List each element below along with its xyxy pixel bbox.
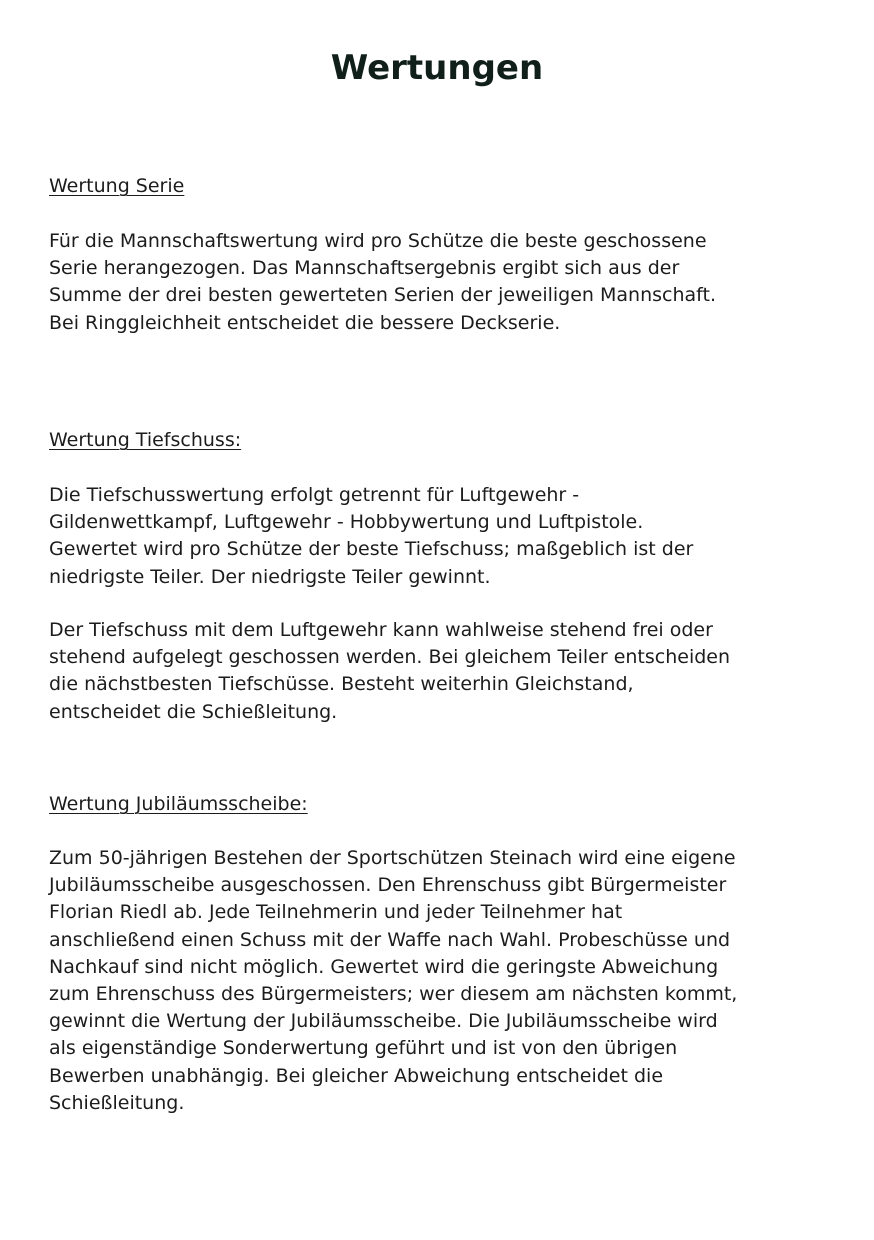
paragraph-line: stehend aufgelegt geschossen werden. Bei gleichem Teiler entscheiden [49,646,731,669]
paragraph-line: Nachkauf sind nicht möglich. Gewertet wird die geringste Abweichung [49,955,719,978]
paragraph-line: Zum 50-jährigen Bestehen der Sportschützen Steinach wird eine eigene [49,847,736,869]
paragraph-line: Für die Mannschaftswertung wird pro Schütze die beste geschossene [49,230,707,252]
paragraph-line: Jubiläumsscheibe ausgeschossen. Den Ehrenschuss gibt Bürgermeister [49,874,727,897]
section-paragraph [49,228,849,337]
paragraph-line: die nächstbesten Tiefschüsse. Besteht weiterhin Gleichstand, [49,673,634,696]
paragraph-line: gewinnt die Wertung der Jubiläumsscheibe. Die Jubiläumsscheibe wird [49,1010,718,1033]
paragraph-line: Schießleitung. [49,1091,185,1114]
page-title: Wertungen [330,48,544,88]
paragraph-line: Bei Ringgleichheit entscheidet die bessere Deckserie. [49,311,561,334]
paragraph-line: als eigenständige Sonderwertung geführt und ist von den übrigen [49,1037,678,1060]
section-heading-serie: Wertung Serie [49,175,185,197]
paragraph-line: niedrigste Teiler. Der niedrigste Teiler gewinnt. [49,565,491,588]
paragraph-line: Bewerben unabhängig. Bei gleicher Abweichung entscheidet die [49,1064,664,1087]
section-paragraph [49,845,849,1117]
paragraph-line: Gewertet wird pro Schütze der beste Tiefschuss; maßgeblich ist der [49,538,694,561]
paragraph-line: zum Ehrenschuss des Bürgermeisters; wer diesem am nächsten kommt, [49,983,738,1006]
section-paragraph [49,617,849,726]
paragraph-line: anschließend einen Schuss mit der Waffe nach Wahl. Probeschüsse und [49,928,731,951]
section-heading-tiefschuss: Wertung Tiefschuss: [49,429,242,451]
paragraph-line: Summe der drei besten gewerteten Serien der jeweiligen Mannschaft. [49,284,717,307]
paragraph-line: Serie herangezogen. Das Mannschaftsergebnis ergibt sich aus der [49,257,680,280]
paragraph-line: Florian Riedl ab. Jede Teilnehmerin und jeder Teilnehmer hat [49,901,623,924]
section-paragraph [49,482,849,591]
paragraph-line: Die Tiefschusswertung erfolgt getrennt für Luftgewehr - [49,484,580,506]
section-heading-jubilaeumsscheibe: Wertung Jubiläumsscheibe: [49,793,308,815]
paragraph-line: Gildenwettkampf, Luftgewehr - Hobbywertung und Luftpistole. [49,511,644,534]
paragraph-line: Der Tiefschuss mit dem Luftgewehr kann wahlweise stehend frei oder [49,619,713,641]
paragraph-line: entscheidet die Schießleitung. [49,700,338,723]
